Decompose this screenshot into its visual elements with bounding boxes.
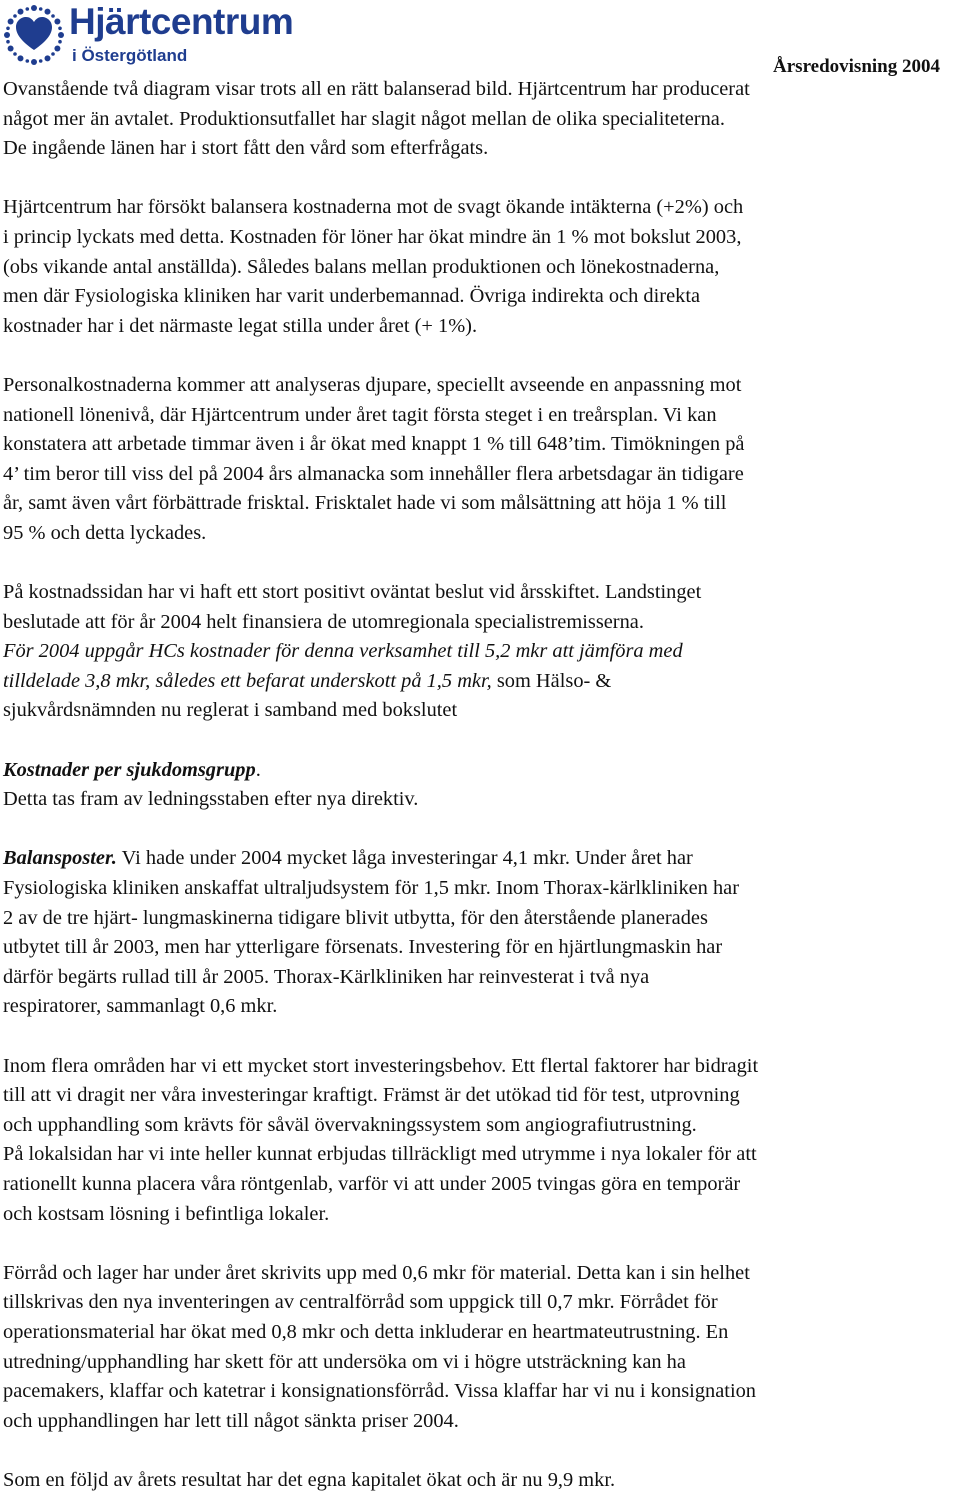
text-line: därför begärts rullad till år 2005. Thorax-Kärlkliniken har reinvesterat i två nya — [3, 965, 650, 988]
text-line: respiratorer, sammanlagt 0,6 mkr. — [3, 995, 278, 1018]
text-line: pacemakers, klaffar och katetrar i konsignationsförråd. Vissa klaffar har vi nu i konsignation — [3, 1380, 756, 1403]
text-line: nationell lönenivå, där Hjärtcentrum under året tagit första steget i en treårsplan. Vi kan — [3, 403, 717, 426]
section-heading: Kostnader per sjukdomsgrupp — [3, 758, 256, 781]
paragraph-costs-per-disease-group — [3, 756, 955, 815]
paragraph-diagram-summary — [3, 75, 955, 164]
text-line: De ingående länen har i stort fått den vård som efterfrågats. — [3, 137, 489, 160]
hjartcentrum-logo — [3, 2, 303, 72]
text-line: utredning/upphandling har skett för att undersöka om vi i högre utsträckning kan ha — [3, 1350, 686, 1373]
paragraph-personnel-costs — [3, 371, 955, 549]
heading-suffix: . — [255, 758, 261, 781]
text-line: På kostnadssidan har vi haft ett stort positivt oväntat beslut vid årsskiftet. Landstinget — [3, 581, 702, 604]
text-line: kostnader har i det närmaste legat stilla under året (+ 1%). — [3, 314, 478, 337]
text-line: år, samt även vårt förbättrade frisktal. Frisktalet hade vi som målsättning att höja 1 % till — [3, 492, 727, 515]
text-line: och upphandling som krävts för såväl övervakningssystem som angiografiutrustning. — [3, 1113, 697, 1136]
paragraph-inventory — [3, 1259, 955, 1437]
paragraph-investment-needs — [3, 1052, 955, 1230]
section-heading: Balansposter. — [3, 847, 117, 870]
logo-subtitle: i Östergötland — [72, 46, 188, 65]
text-line: till att vi dragit ner våra investeringar kraftigt. Främst är det utökad tid för test, utprovning — [3, 1084, 740, 1107]
text-span: som Hälso- & — [491, 669, 612, 692]
text-line: Hjärtcentrum har försökt balansera kostnaderna mot de svagt ökande intäkterna (+2%) och — [3, 196, 744, 219]
text-line: Som en följd av årets resultat har det egna kapitalet ökat och är nu 9,9 mkr. — [3, 1468, 616, 1491]
text-line: (obs vikande antal anställda). Således balans mellan produktionen och lönekostnaderna, — [3, 255, 720, 278]
document-body — [3, 75, 955, 1496]
text-line: Personalkostnaderna kommer att analyseras djupare, speciellt avseende en anpassning mot — [3, 373, 742, 396]
section-heading-line — [3, 756, 955, 786]
report-title: Årsredovisning 2004 — [773, 56, 940, 77]
text-line: 95 % och detta lyckades. — [3, 521, 207, 544]
text-line: 2 av de tre hjärt- lungmaskinerna tidigare blivit utbytta, för den återstående planerades — [3, 906, 708, 929]
text-line: och kostsam lösning i befintliga lokaler. — [3, 1202, 330, 1225]
text-line: konstatera att arbetade timmar även i år ökat med knappt 1 % till 648’tim. Timökningen på — [3, 433, 745, 456]
mixed-text-line — [3, 667, 955, 697]
text-line: operationsmaterial har ökat med 0,8 mkr och detta inkluderar en heartmateutrustning. En — [3, 1320, 729, 1343]
text-line: och upphandlingen har lett till något sänkta priser 2004. — [3, 1409, 459, 1432]
heart-ring-logo-icon — [3, 4, 65, 66]
italic-text-line: För 2004 uppgår HCs kostnader för denna verksamhet till 5,2 mkr att jämföra med — [3, 640, 683, 663]
logo-name: Hjärtcentrum — [69, 1, 294, 42]
italic-text: tilldelade 3,8 mkr, således ett befarat underskott på 1,5 mkr, — [3, 669, 492, 692]
text-line: sjukvårdsnämnden nu reglerat i samband med bokslutet — [3, 699, 458, 722]
text-line: Detta tas fram av ledningsstaben efter nya direktiv. — [3, 788, 419, 811]
text-line: men där Fysiologiska kliniken har varit underbemannad. Övriga indirekta och direkta — [3, 285, 701, 308]
paragraph-balance-items — [3, 844, 955, 1022]
text-line: utbytet till år 2003, men har ytterligare försenats. Investering för en hjärtlungmaskin har — [3, 936, 723, 959]
text-span: Vi hade under 2004 mycket låga investeringar 4,1 mkr. Under året har — [116, 847, 693, 870]
text-line: något mer än avtalet. Produktionsutfallet har slagit något mellan de olika specialiteterna. — [3, 107, 725, 130]
page-header — [0, 0, 960, 80]
paragraph-cost-balance — [3, 193, 955, 341]
text-line: På lokalsidan har vi inte heller kunnat erbjudas tillräckligt med utrymme i nya lokaler för att — [3, 1143, 757, 1166]
paragraph-equity — [3, 1466, 955, 1496]
text-line: Inom flera områden har vi ett mycket stort investeringsbehov. Ett flertal faktorer har bidragit — [3, 1054, 759, 1077]
text-line: Förråd och lager har under året skrivits upp med 0,6 mkr för material. Detta kan i sin helhet — [3, 1261, 750, 1284]
text-line: rationellt kunna placera våra röntgenlab, varför vi att under 2005 tvingas göra en temporär — [3, 1172, 741, 1195]
paragraph-cost-side — [3, 578, 955, 726]
text-line: Ovanstående två diagram visar trots all en rätt balanserad bild. Hjärtcentrum har producerat — [3, 78, 750, 100]
text-line: tillskrivas den nya inventeringen av centralförråd som uppgick till 0,7 mkr. Förrådet för — [3, 1291, 718, 1314]
mixed-text-line — [3, 844, 955, 874]
text-line: 4’ tim beror till viss del på 2004 års almanacka som innehåller flera arbetsdagar än tidigare — [3, 462, 744, 485]
text-line: Fysiologiska kliniken anskaffat ultraljudsystem för 1,5 mkr. Inom Thorax-kärlkliniken har — [3, 877, 740, 900]
text-line: beslutade att för år 2004 helt finansiera de utomregionala specialistremisserna. — [3, 610, 644, 633]
text-line: i princip lyckats med detta. Kostnaden för löner har ökat mindre än 1 % mot bokslut 2003, — [3, 225, 742, 248]
